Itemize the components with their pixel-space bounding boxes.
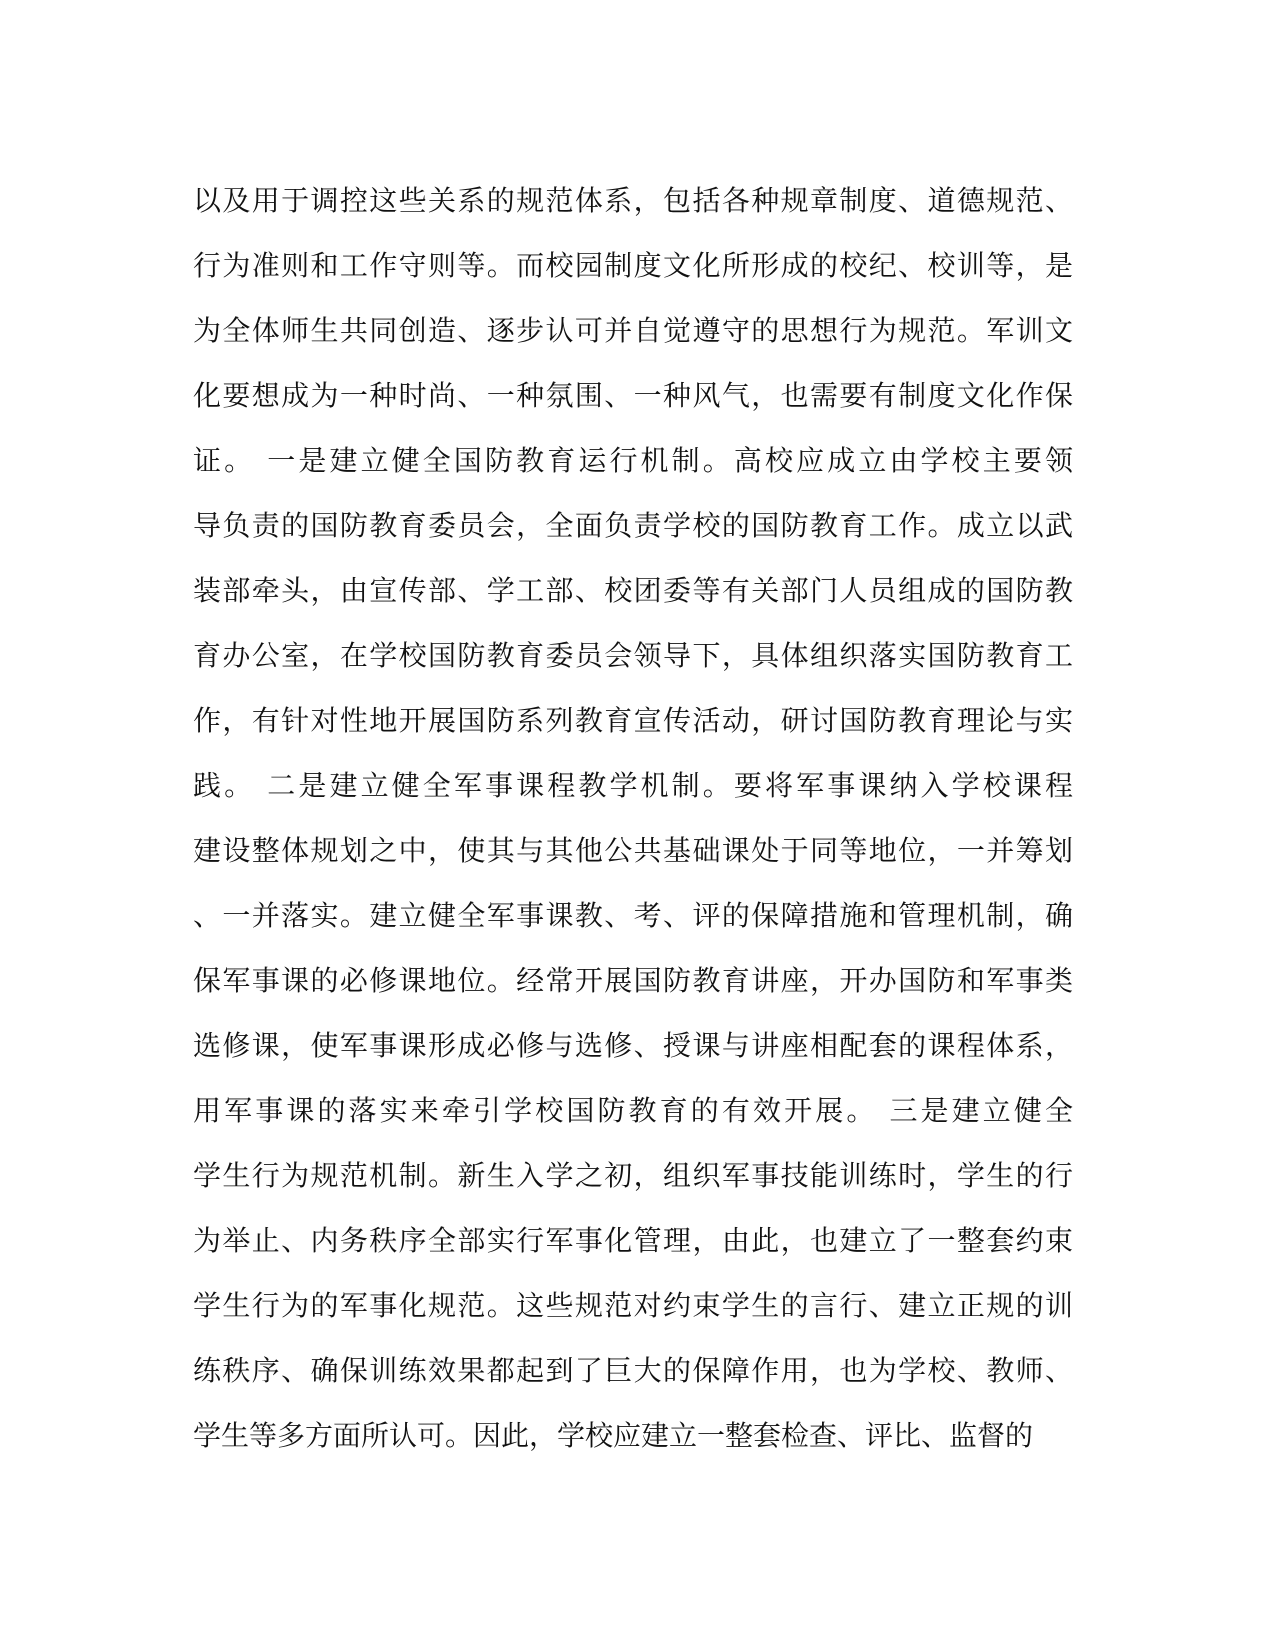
text-line: 学生行为规范机制。新生入学之初，组织军事技能训练时，学生的行 [193, 1159, 1073, 1192]
text-line: 行为准则和工作守则等。而校园制度文化所形成的校纪、校训等，是 [193, 249, 1073, 282]
text-line: 练秩序、确保训练效果都起到了巨大的保障作用，也为学校、教师、 [193, 1354, 1073, 1387]
text-line: 用军事课的落实来牵引学校国防教育的有效开展。 三是建立健全 [193, 1094, 1073, 1127]
text-line: 选修课，使军事课形成必修与选修、授课与讲座相配套的课程体系， [193, 1029, 1073, 1062]
text-line: 化要想成为一种时尚、一种氛围、一种风气，也需要有制度文化作保 [193, 379, 1073, 412]
text-line: 作，有针对性地开展国防系列教育宣传活动，研讨国防教育理论与实 [193, 704, 1073, 737]
text-line: 践。 二是建立健全军事课程教学机制。要将军事课纳入学校课程 [193, 769, 1073, 802]
text-line: 学生等多方面所认可。因此，学校应建立一整套检查、评比、监督的 [193, 1419, 1034, 1452]
text-line: 育办公室，在学校国防教育委员会领导下，具体组织落实国防教育工 [193, 639, 1073, 672]
text-line: 装部牵头，由宣传部、学工部、校团委等有关部门人员组成的国防教 [193, 574, 1073, 607]
text-line: 、一并落实。建立健全军事课教、考、评的保障措施和管理机制，确 [193, 899, 1073, 932]
text-line: 为举止、内务秩序全部实行军事化管理，由此，也建立了一整套约束 [193, 1224, 1073, 1257]
text-line: 证。 一是建立健全国防教育运行机制。高校应成立由学校主要领 [193, 444, 1073, 477]
text-line: 学生行为的军事化规范。这些规范对约束学生的言行、建立正规的训 [193, 1289, 1073, 1322]
text-line: 导负责的国防教育委员会，全面负责学校的国防教育工作。成立以武 [193, 509, 1073, 542]
text-line: 以及用于调控这些关系的规范体系，包括各种规章制度、道德规范、 [193, 184, 1073, 217]
text-line: 保军事课的必修课地位。经常开展国防教育讲座，开办国防和军事类 [193, 964, 1073, 997]
body-text [193, 168, 1073, 1468]
text-line: 建设整体规划之中，使其与其他公共基础课处于同等地位，一并筹划 [193, 834, 1073, 867]
text-line: 为全体师生共同创造、逐步认可并自觉遵守的思想行为规范。军训文 [193, 314, 1073, 347]
